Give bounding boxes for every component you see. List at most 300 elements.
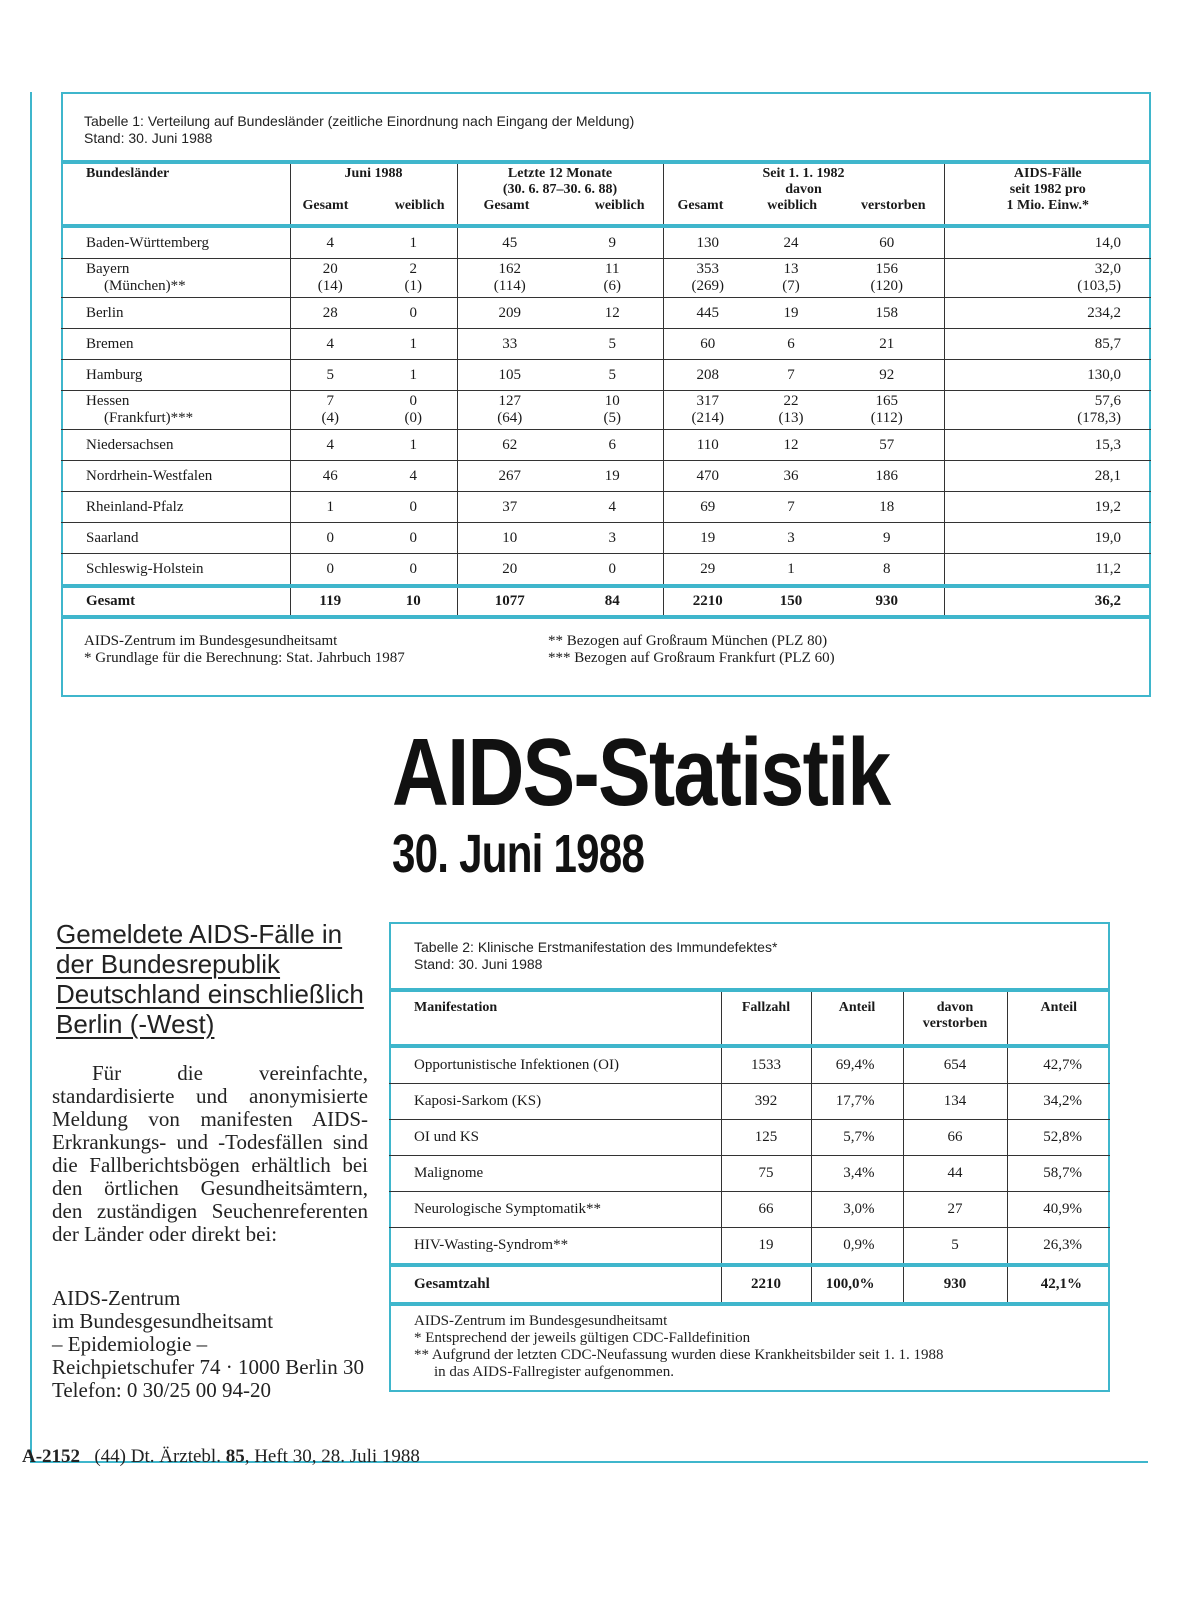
table1-cell-value	[562, 329, 663, 360]
value: 28,1	[1094, 467, 1121, 484]
value: 127	[498, 393, 521, 409]
value: 1	[409, 234, 417, 251]
address-phone: Telefon: 0 30/25 00 94-20	[52, 1378, 271, 1402]
manifestation-name: OI und KS	[389, 1120, 721, 1156]
table1-cell-value	[663, 430, 752, 461]
value: 10	[604, 393, 620, 409]
value: 4	[326, 234, 334, 251]
table1-cell-value	[752, 226, 830, 259]
table1-footnote-munich: ** Bezogen auf Großraum München (PLZ 80)	[548, 633, 828, 649]
table1-cell-value	[562, 360, 663, 391]
table1-cell-value	[290, 492, 370, 523]
table1-cell-value	[830, 554, 944, 587]
value: 470	[696, 467, 719, 484]
table1-cell-value	[562, 259, 663, 298]
value: 162	[498, 261, 521, 277]
value: 0	[326, 560, 334, 577]
table1-row	[61, 391, 1151, 430]
table1-cell-value	[752, 298, 830, 329]
table1-footnotes-left	[84, 633, 405, 667]
letzte-title: Letzte 12 Monate	[507, 166, 613, 181]
value: 8	[883, 560, 891, 577]
table1-cell-value	[562, 461, 663, 492]
total-label: Gesamtzahl	[389, 1265, 721, 1304]
table1-cell-value	[290, 391, 370, 430]
value: 11	[605, 261, 620, 277]
value: 20	[322, 261, 338, 277]
value: 19,0	[1094, 529, 1121, 546]
total-value: 84	[562, 586, 663, 617]
table2-cell-value: 69,4%	[811, 1046, 903, 1084]
value: 0	[409, 560, 417, 577]
value: 57	[879, 436, 895, 453]
table1-cell-value	[830, 523, 944, 554]
table1-cell-value	[290, 259, 370, 298]
table1-cell-value	[663, 461, 752, 492]
land-name: Saarland	[86, 529, 139, 546]
table1-cell-value	[457, 259, 562, 298]
table1-cell-value	[752, 523, 830, 554]
value: 317	[696, 393, 719, 409]
table1-cell-value	[370, 298, 457, 329]
table1-cell-value	[944, 523, 1151, 554]
table1-cell-value	[752, 554, 830, 587]
table1-caption-date: Stand: 30. Juni 1988	[84, 130, 213, 146]
table1-cell-value	[663, 226, 752, 259]
value: 60	[700, 335, 716, 352]
faelle-line2: seit 1982 pro	[1009, 182, 1086, 197]
value: 105	[498, 366, 521, 383]
value-subregion: (214)	[691, 410, 724, 426]
table1-cell-value	[752, 259, 830, 298]
land-subregion: (Frankfurt)***	[104, 410, 194, 426]
table1-cell-value	[944, 259, 1151, 298]
address-line4: Reichpietschufer 74 · 1000 Berlin 30	[52, 1355, 365, 1379]
value: 46	[322, 467, 338, 484]
davon-line2: verstorben	[922, 1016, 988, 1031]
table1-row	[61, 523, 1151, 554]
value: 28	[322, 304, 338, 321]
value: 36	[783, 467, 799, 484]
table2-caption	[414, 939, 777, 973]
value: 69	[700, 498, 716, 515]
table1-cell-land	[61, 329, 290, 360]
table2-total-row	[389, 1265, 1110, 1304]
table2-cell-value: 0,9%	[811, 1228, 903, 1266]
value: 130	[696, 234, 719, 251]
value: 5	[326, 366, 334, 383]
table1-cell-value	[663, 554, 752, 587]
table2-row	[389, 1192, 1110, 1228]
value-subregion: (103,5)	[1077, 278, 1121, 294]
value: 1	[409, 436, 417, 453]
juni-gesamt-header: Gesamt	[302, 198, 349, 213]
table1-cell-value	[370, 430, 457, 461]
table2-caption-title: Tabelle 2: Klinische Erstmanifestation des Immundefektes*	[414, 939, 778, 955]
land-name: Hamburg	[86, 366, 143, 383]
value-subregion: (269)	[691, 278, 724, 294]
seit-weiblich-header: weiblich	[767, 198, 818, 213]
value-subregion: (64)	[497, 410, 523, 426]
table1-cell-value	[457, 492, 562, 523]
table2-cell-value: 1533	[721, 1046, 811, 1084]
value: 353	[696, 261, 719, 277]
value: 6	[787, 335, 795, 352]
table1-cell-value	[752, 329, 830, 360]
total-value: 119	[290, 586, 370, 617]
value: 6	[608, 436, 616, 453]
letzte-gesamt-header: Gesamt	[483, 198, 530, 213]
value-subregion: (120)	[870, 278, 903, 294]
table1-cell-land	[61, 226, 290, 259]
value: 0	[409, 393, 417, 409]
table1-cell-value	[457, 523, 562, 554]
table1-cell-value	[457, 226, 562, 259]
value-subregion: (114)	[493, 278, 526, 294]
address-line1: AIDS-Zentrum	[52, 1286, 181, 1310]
table2-row	[389, 1120, 1110, 1156]
table1-cell-value	[457, 360, 562, 391]
table1-cell-value	[663, 360, 752, 391]
col-manifestation: Manifestation	[389, 990, 721, 1046]
table1-footnote-star: * Grundlage für die Berechnung: Stat. Jahrbuch 1987	[84, 650, 405, 666]
table1-cell-value	[830, 329, 944, 360]
value: 0	[326, 529, 334, 546]
value: 10	[502, 529, 518, 546]
total-value: 42,1%	[1007, 1265, 1110, 1304]
value: 1	[787, 560, 795, 577]
table1-source: AIDS-Zentrum im Bundesgesundheitsamt	[84, 633, 338, 649]
table1-caption	[84, 113, 634, 147]
address-line2: im Bundesgesundheitsamt	[52, 1309, 274, 1333]
table1-cell-value	[562, 523, 663, 554]
table1-cell-value	[830, 492, 944, 523]
table1-cell-value	[290, 461, 370, 492]
table1-cell-value	[663, 259, 752, 298]
table1-row	[61, 554, 1151, 587]
table2-caption-date: Stand: 30. Juni 1988	[414, 956, 543, 972]
table1-cell-value	[944, 430, 1151, 461]
table2-cell-value: 125	[721, 1120, 811, 1156]
table1-cell-value	[663, 298, 752, 329]
value: 20	[502, 560, 518, 577]
table1-cell-value	[562, 391, 663, 430]
table2-cell-value: 5,7%	[811, 1120, 903, 1156]
value: 445	[696, 304, 719, 321]
value: 57,6	[1094, 393, 1121, 409]
land-subregion: (München)**	[104, 278, 186, 294]
value: 5	[608, 366, 616, 383]
value: 32,0	[1094, 261, 1121, 277]
table2	[389, 988, 1110, 1306]
table1-cell-land	[61, 430, 290, 461]
table1-cell-value	[457, 461, 562, 492]
table1-cell-value	[562, 226, 663, 259]
land-name: Hessen	[86, 393, 130, 409]
table1-cell-value	[290, 554, 370, 587]
table1-row	[61, 461, 1151, 492]
table2-cell-value: 44	[903, 1156, 1007, 1192]
table2-cell-value: 66	[903, 1120, 1007, 1156]
table2-cell-value: 134	[903, 1084, 1007, 1120]
table1-row	[61, 492, 1151, 523]
table1-cell-value	[290, 360, 370, 391]
table1-cell-land	[61, 554, 290, 587]
table2-cell-value: 19	[721, 1228, 811, 1266]
land-name: Niedersachsen	[86, 436, 174, 453]
value: 2	[409, 261, 417, 277]
col-bundeslaender: Bundesländer	[61, 162, 290, 226]
table1-cell-value	[562, 298, 663, 329]
table2-row	[389, 1156, 1110, 1192]
value: 158	[875, 304, 898, 321]
value: 186	[875, 467, 898, 484]
value: 4	[608, 498, 616, 515]
table1-footnotes-right	[548, 633, 835, 667]
value-subregion: (14)	[317, 278, 343, 294]
table2-cell-value: 27	[903, 1192, 1007, 1228]
article-heading	[56, 919, 376, 1039]
table2-row	[389, 1046, 1110, 1084]
value: 19	[700, 529, 716, 546]
table1-row	[61, 360, 1151, 391]
value: 9	[883, 529, 891, 546]
table1-cell-land	[61, 360, 290, 391]
value: 3	[608, 529, 616, 546]
value: 22	[783, 393, 799, 409]
value: 0	[409, 529, 417, 546]
value: 0	[409, 498, 417, 515]
address-line3: – Epidemiologie –	[52, 1332, 208, 1356]
table2-source: AIDS-Zentrum im Bundesgesundheitsamt	[414, 1313, 668, 1329]
value: 4	[409, 467, 417, 484]
table1-cell-value	[752, 391, 830, 430]
col-davon-verstorben	[903, 990, 1007, 1046]
land-name: Bremen	[86, 335, 134, 352]
table1-cell-value	[370, 523, 457, 554]
col-anteil: Anteil	[811, 990, 903, 1046]
table1-cell-value	[830, 360, 944, 391]
table2-footnote-doublestar: ** Aufgrund der letzten CDC-Neufassung wurden diese Krankheitsbilder seit 1. 1. 1988	[414, 1347, 944, 1363]
table1-cell-value	[663, 329, 752, 360]
value: 45	[502, 234, 518, 251]
table1-cell-value	[370, 554, 457, 587]
faelle-line1: AIDS-Fälle	[1013, 166, 1082, 181]
value: 37	[502, 498, 518, 515]
table1-total-row	[61, 586, 1151, 617]
value: 267	[498, 467, 521, 484]
value: 234,2	[1087, 304, 1121, 321]
value: 19	[783, 304, 799, 321]
total-value: 2210	[721, 1265, 811, 1304]
issue-date: , Heft 30, 28. Juli 1988	[244, 1446, 420, 1467]
value: 208	[696, 366, 719, 383]
table1-cell-value	[944, 554, 1151, 587]
table1-cell-value	[457, 430, 562, 461]
total-label: Gesamt	[61, 586, 290, 617]
table1-cell-value	[457, 391, 562, 430]
table1-cell-value	[944, 492, 1151, 523]
manifestation-name: Neurologische Symptomatik**	[389, 1192, 721, 1228]
table1-cell-value	[290, 430, 370, 461]
value: 29	[700, 560, 716, 577]
value: 24	[783, 234, 799, 251]
value: 13	[783, 261, 799, 277]
table2-cell-value: 34,2%	[1007, 1084, 1110, 1120]
col-seit-1982	[663, 162, 944, 226]
value-subregion: (178,3)	[1077, 410, 1121, 426]
value: 5	[608, 335, 616, 352]
page-number: A-2152	[22, 1446, 81, 1467]
total-value: 150	[752, 586, 830, 617]
table1-cell-land	[61, 259, 290, 298]
table2-header-row	[389, 990, 1110, 1046]
table1-row	[61, 430, 1151, 461]
value: 60	[879, 234, 895, 251]
journal-name: (44) Dt. Ärztebl.	[94, 1446, 221, 1467]
value-subregion: (7)	[782, 278, 800, 294]
table1-header-row	[61, 162, 1151, 226]
table2-cell-value: 3,0%	[811, 1192, 903, 1228]
seit-title: Seit 1. 1. 1982	[762, 166, 845, 181]
value-subregion: (0)	[404, 410, 422, 426]
table2-cell-value: 58,7%	[1007, 1156, 1110, 1192]
table1-caption-title: Tabelle 1: Verteilung auf Bundesländer (zeitliche Einordnung nach Eingang der Meldung)	[84, 113, 635, 129]
table1-cell-value	[562, 430, 663, 461]
article-heading-text: Gemeldete AIDS-Fälle in der Bundesrepublik Deutschland einschließlich Berlin (-West)	[56, 919, 364, 1039]
value: 1	[409, 335, 417, 352]
total-value: 930	[903, 1265, 1007, 1304]
value-subregion: (13)	[778, 410, 804, 426]
col-aids-faelle-pro-mio	[944, 162, 1151, 226]
col-fallzahl: Fallzahl	[721, 990, 811, 1046]
value: 21	[879, 335, 895, 352]
letzte-range: (30. 6. 87–30. 6. 88)	[502, 182, 618, 197]
value: 4	[326, 335, 334, 352]
value: 7	[787, 498, 795, 515]
table2-cell-value: 3,4%	[811, 1156, 903, 1192]
value: 209	[498, 304, 521, 321]
manifestation-name: Opportunistische Infektionen (OI)	[389, 1046, 721, 1084]
table1-cell-value	[370, 391, 457, 430]
manifestation-name: Malignome	[389, 1156, 721, 1192]
table2-row	[389, 1228, 1110, 1266]
table2-cell-value: 42,7%	[1007, 1046, 1110, 1084]
value: 0	[409, 304, 417, 321]
value-subregion: (6)	[603, 278, 621, 294]
table1-cell-value	[752, 492, 830, 523]
table1-cell-value	[370, 461, 457, 492]
table1-cell-value	[752, 430, 830, 461]
table1-cell-value	[457, 554, 562, 587]
total-value: 930	[830, 586, 944, 617]
table1-cell-value	[830, 298, 944, 329]
table1-cell-value	[944, 461, 1151, 492]
table2-cell-value: 40,9%	[1007, 1192, 1110, 1228]
table1-row	[61, 259, 1151, 298]
table2-cell-value: 392	[721, 1084, 811, 1120]
table1-cell-value	[663, 391, 752, 430]
table2-footnote-star: * Entsprechend der jeweils gültigen CDC-Falldefinition	[414, 1330, 751, 1346]
value: 18	[879, 498, 895, 515]
table1-cell-land	[61, 298, 290, 329]
land-name: Rheinland-Pfalz	[86, 498, 184, 515]
table1-cell-value	[830, 226, 944, 259]
table1-cell-value	[370, 259, 457, 298]
value: 7	[326, 393, 334, 409]
seit-gesamt-header: Gesamt	[677, 198, 724, 213]
table1-cell-value	[944, 298, 1151, 329]
value: 9	[608, 234, 616, 251]
table2-row	[389, 1084, 1110, 1120]
table1	[61, 160, 1151, 619]
value: 110	[696, 436, 719, 453]
value: 130,0	[1087, 366, 1121, 383]
table2-footnotes	[414, 1313, 943, 1381]
total-value: 1077	[457, 586, 562, 617]
table1-cell-value	[752, 360, 830, 391]
seit-davon: davon	[785, 182, 822, 197]
value: 14,0	[1094, 234, 1121, 251]
table2-cell-value: 66	[721, 1192, 811, 1228]
table1-cell-land	[61, 391, 290, 430]
table1-cell-land	[61, 523, 290, 554]
table1-cell-value	[663, 492, 752, 523]
table1-cell-value	[752, 461, 830, 492]
value: 156	[875, 261, 898, 277]
table1-cell-value	[944, 360, 1151, 391]
table1-cell-value	[290, 523, 370, 554]
table2-cell-value: 26,3%	[1007, 1228, 1110, 1266]
article-body: Für die vereinfachte, standardisierte und anonymisierte Meldung von manifesten AIDS-Erkrankungs- und -Todesfällen sind die Fallberichtsbögen erhältlich bei den örtlichen Gesundheitsämtern, den zuständigen Seuchenreferenten der Länder oder direkt bei:	[52, 1061, 368, 1246]
juni-title: Juni 1988	[344, 166, 403, 181]
land-name: Nordrhein-Westfalen	[86, 467, 213, 484]
total-value: 36,2	[944, 586, 1151, 617]
table1-cell-value	[944, 226, 1151, 259]
table1-row	[61, 329, 1151, 360]
table2-cell-value: 654	[903, 1046, 1007, 1084]
value: 1	[326, 498, 334, 515]
table1-cell-value	[562, 554, 663, 587]
subheadline-date: 30. Juni 1988	[392, 824, 645, 884]
value-subregion: (5)	[603, 410, 621, 426]
table1-cell-value	[457, 329, 562, 360]
davon-line1: davon	[936, 1000, 974, 1015]
value: 12	[604, 304, 620, 321]
land-name: Baden-Württemberg	[86, 234, 210, 251]
page-footer	[22, 1446, 420, 1468]
table1-cell-land	[61, 461, 290, 492]
table1-cell-value	[830, 461, 944, 492]
table1-cell-value	[290, 329, 370, 360]
table1-cell-value	[830, 259, 944, 298]
table2-cell-value: 75	[721, 1156, 811, 1192]
table1-cell-value	[457, 298, 562, 329]
value: 12	[783, 436, 799, 453]
value: 62	[502, 436, 518, 453]
total-value: 2210	[663, 586, 752, 617]
table2-footnote-doublestar-cont: in das AIDS-Fallregister aufgenommen.	[434, 1364, 674, 1380]
table1-cell-value	[830, 391, 944, 430]
value-subregion: (112)	[870, 410, 903, 426]
table2-cell-value: 52,8%	[1007, 1120, 1110, 1156]
table1-cell-value	[370, 226, 457, 259]
col-letzte-12-monate	[457, 162, 663, 226]
value-subregion: (4)	[321, 410, 339, 426]
total-value: 100,0%	[811, 1265, 903, 1304]
table1-row	[61, 298, 1151, 329]
col-juni-1988	[290, 162, 457, 226]
